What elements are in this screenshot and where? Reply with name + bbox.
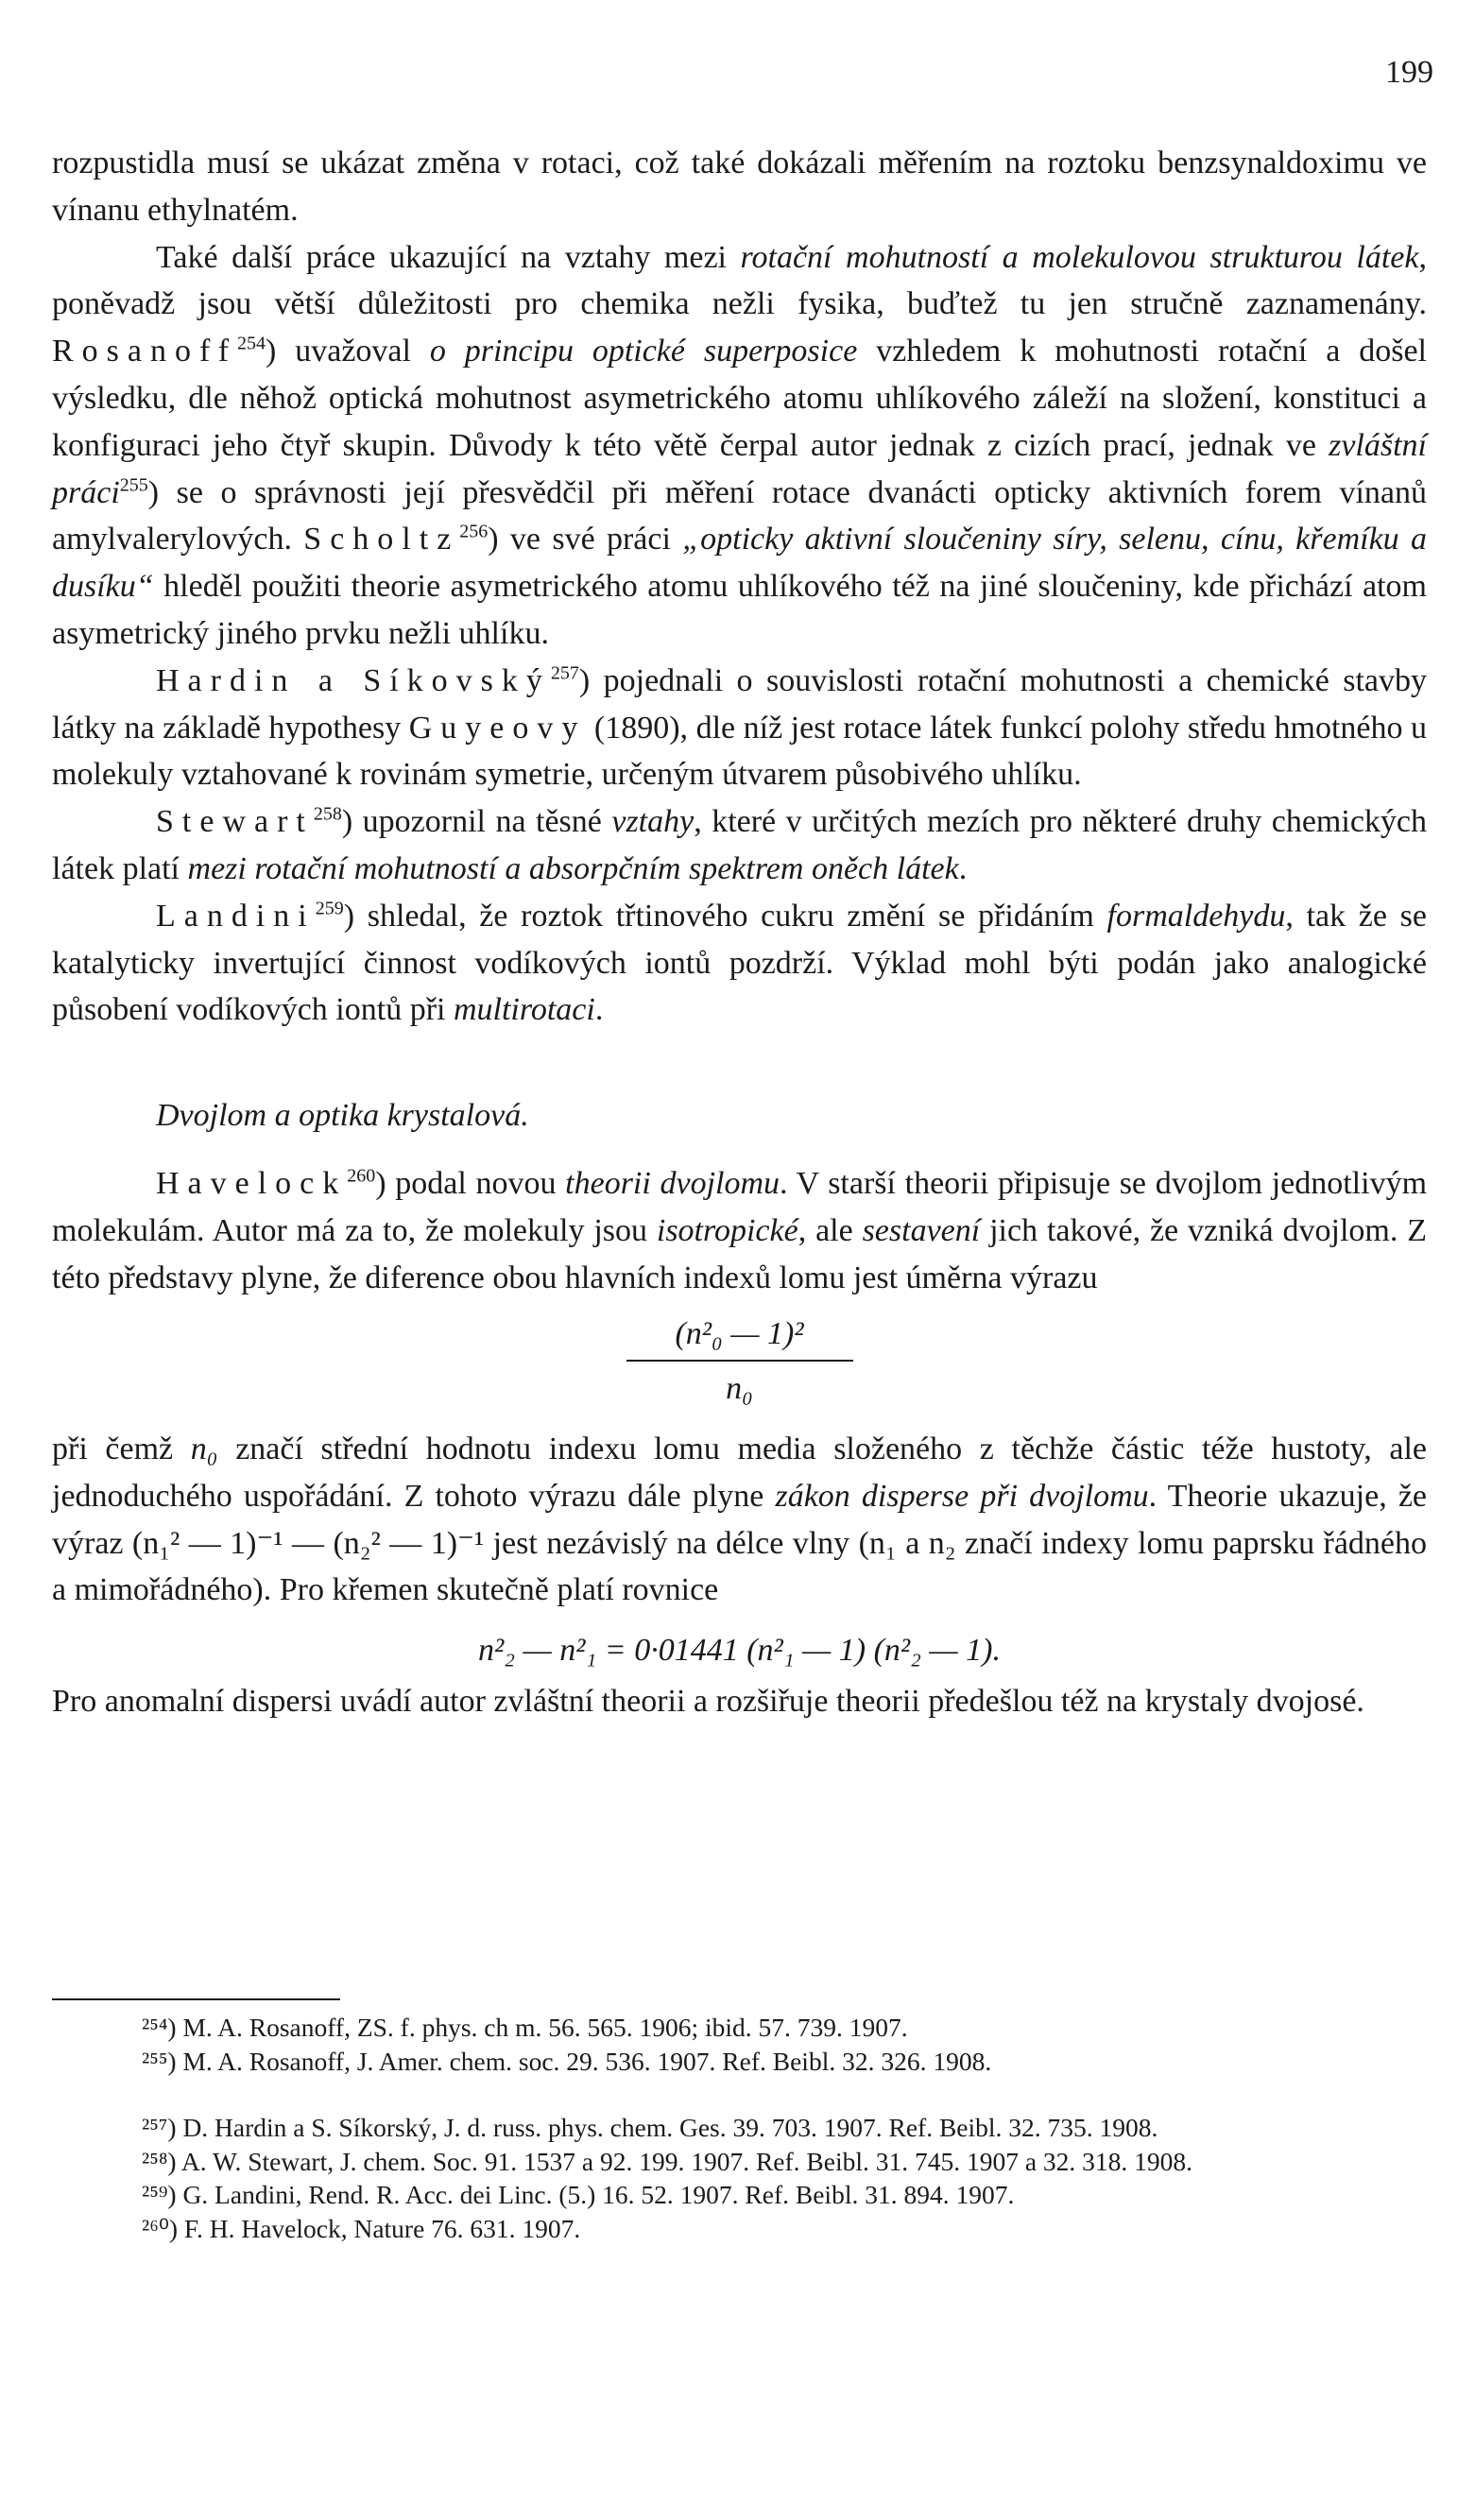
footnote-254: ²⁵⁴) M. A. Rosanoff, ZS. f. phys. ch m. 56. 565. 1906; ibid. 57. 739. 1907. [142, 2013, 908, 2042]
paragraph-6: Havelock$^{260}$) podal novou theorii dvojlomu. V starší theorii připisuje se dvojlom jednotlivým molekulám. Autor má za to, že molekuly jsou isotropické, ale sestavení jich takové, že vzniká dvojlom. Z této představy plyne, že diference obou hlavních indexů lomu jest úměrna výrazu [52, 1165, 1428, 1295]
footnote-ref: 254 [237, 333, 266, 354]
page-number: 199 [1385, 55, 1433, 90]
author-name: Havelock [156, 1165, 348, 1201]
paragraph-2: Také další práce ukazující na vztahy mezi rotační mohutností a molekulovou strukturou látek, poněvadž jsou větší důležitosti pro chemika nežli fysika, buďtež tu jen stručně zaznamenány. Rosanoff$^{254}$) uvažoval o principu optické superposice vzhledem k mohutnosti rotační a došel výsledku, dle něhož optická mohutnost asymetrického atomu uhlíkového záleží na složení, konstituci a konfiguraci jeho čtyř skupin. Důvody k této větě čerpal autor jednak z cizích prací, jednak ve zvláštní práci$^{255}$) se o správnosti její přesvědčil při měření rotace dvanácti opticky aktivních forem vínanů amylvalerylových. Scholtz$^{256}$) ve své práci „opticky aktivní sloučeniny síry, selenu, cínu, křemíku a dusíku“ hleděl použiti theorie asymetrického atomu uhlíkového též na jiné sloučeniny, kde přichází atom asymetrický jiného prvku nežli uhlíku. [52, 239, 1428, 651]
footnote-258: ²⁵⁸) A. W. Stewart, J. chem. Soc. 91. 1537 a 92. 199. 1907. Ref. Beibl. 31. 745. 1907 a 32. 318. 1908. [142, 2146, 1193, 2176]
paragraph-4: Stewart$^{258}$) upozornil na těsné vztahy, které v určitých mezích pro některé druhy chemických látek platí mezi rotační mohutností a absorpčním spektrem oněch látek. [52, 803, 1428, 886]
section-heading: Dvojlom a optika krystalová. [156, 1098, 529, 1134]
author-name: Rosanoff [52, 334, 238, 369]
formula-fraction [626, 1311, 853, 1413]
footnote-ref: 259 [315, 898, 344, 919]
footnote-255: ²⁵⁵) M. A. Rosanoff, J. Amer. chem. soc. 29. 536. 1907. Ref. Beibl. 32. 326. 1908. [142, 2046, 992, 2076]
author-name: Hardin a Síkovský [156, 662, 551, 698]
footnote-ref: 255 [119, 474, 148, 496]
author-name: Guyeovy [408, 710, 587, 746]
paragraph-3: Hardin a Síkovský$^{257}$) pojednali o souvislosti rotační mohutnosti a chemické stavby látky na základě hypothesy Guyeovy (1890), dle níž jest rotace látek funkcí polohy středu hmotného u molekuly vztahované k rovinám symetrie, určeným útvarem působivého uhlíku. [52, 662, 1428, 793]
footnote-ref: 257 [550, 662, 579, 684]
paragraph-1: rozpustidla musí se ukázat změna v rotaci, což také dokázali měřením na roztoku benzsynaldoximu ve vínanu ethylnatém. [52, 146, 1427, 228]
footnote-ref: 258 [313, 803, 342, 825]
footnote-ref: 256 [459, 522, 489, 543]
footnote-divider [52, 1998, 340, 2000]
author-name: Stewart [156, 804, 314, 840]
paragraph-8: Pro anomalní dispersi uvádí autor zvláštní theorii a rozšiřuje theorii předešlou též na krystaly dvojosé. [52, 1683, 1364, 1719]
formula-denominator: n₀ [726, 1371, 753, 1407]
author-name: Scholtz [303, 522, 460, 557]
footnote-257: ²⁵⁷) D. Hardin a S. Síkorský, J. d. russ. phys. chem. Ges. 39. 703. 1907. Ref. Beibl. 32. 735. 1908. [142, 2113, 1158, 2142]
footnote-ref: 260 [347, 1165, 376, 1187]
main-text [52, 140, 1427, 1725]
paragraph-7: při čemž n₀ značí střední hodnotu indexu lomu media složeného z těchže částic téže hustoty, ale jednoduchého uspořádání. Z tohoto výrazu dále plyne zákon disperse při dvojlomu. Theorie ukazuje, že výraz (n₁² — 1)⁻¹ — (n₂² — 1)⁻¹ jest nezávislý na délce vlny (n₁ a n₂ značí indexy lomu paprsku řádného a mimořádného). Pro křemen skutečně platí rovnice [52, 1431, 1427, 1608]
footnotes [52, 2011, 1427, 2245]
formula-numerator: (n²₀ — 1)² [626, 1311, 853, 1362]
author-name: Landini [156, 898, 316, 934]
footnote-260: ²⁶⁰) F. H. Havelock, Nature 76. 631. 1907. [142, 2213, 581, 2243]
paragraph-5: Landini$^{259}$) shledal, že roztok třtinového cukru změní se přidáním formaldehydu, tak že se katalyticky invertující činnost vodíkových iontů pozdrží. Výklad mohl býti podán jako analogické působení vodíkových iontů při multirotaci. [52, 898, 1428, 1028]
formula-equation: n²₂ — n²₁ = 0·01441 (n²₁ — 1) (n²₂ — 1). [478, 1633, 1001, 1669]
footnote-259: ²⁵⁹) G. Landini, Rend. R. Acc. dei Linc. (5.) 16. 52. 1907. Ref. Beibl. 31. 894. 1907. [142, 2180, 1015, 2209]
